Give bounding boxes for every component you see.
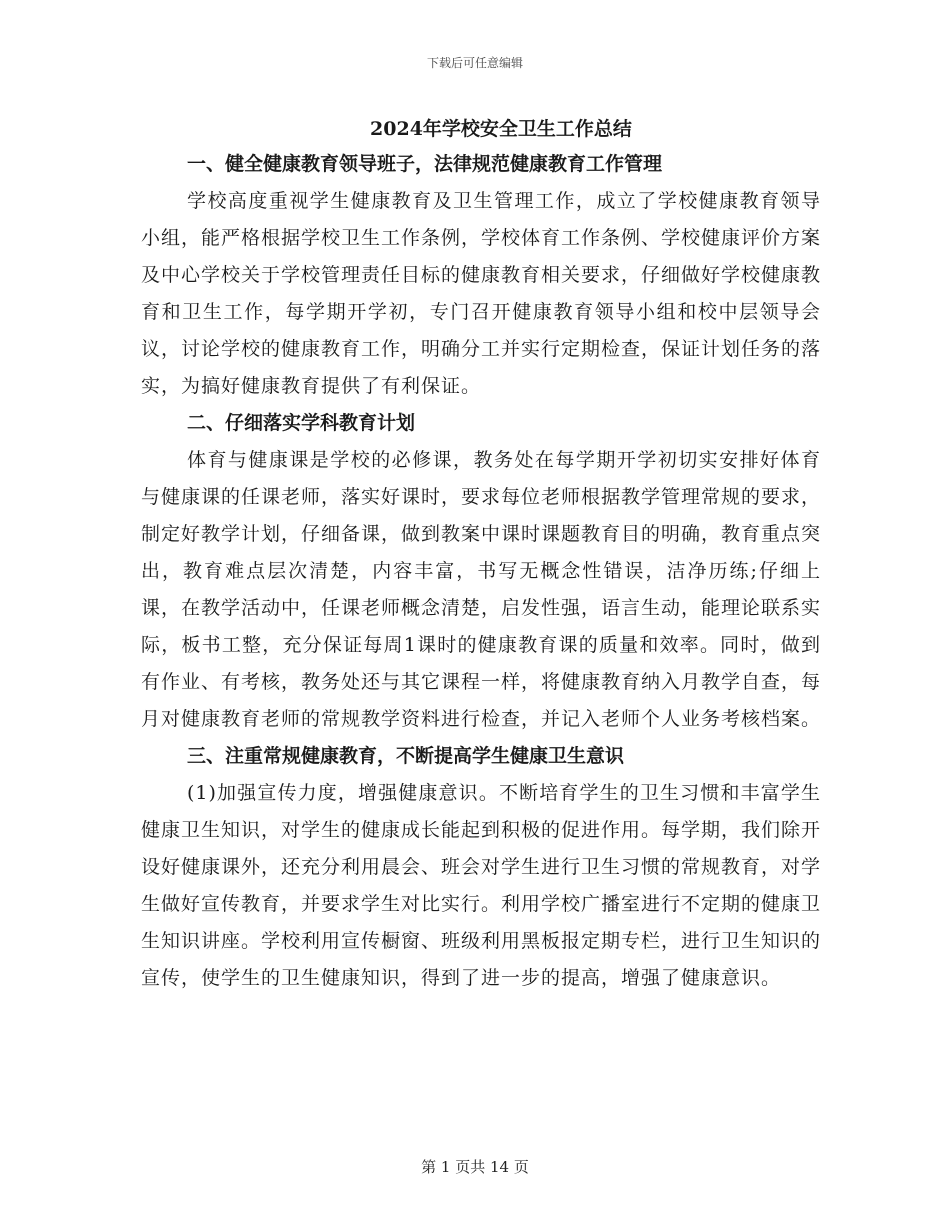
page-header-note: 下载后可任意编辑 — [426, 56, 523, 70]
section-3-paragraph: (1)加强宣传力度，增强健康意识。不断培育学生的卫生习惯和丰富学生健康卫生知识，对学生的健康成长能起到积极的促进作用。每学期，我们除开设好健康课外，还充分利用晨会、班会对学生进行卫生习惯的常规教育，对学生做好宣传教育，并要求学生对比实行。利用学校广播室进行不定期的健康卫生知识讲座。学校利用宣传橱窗、班级利用黑板报定期专栏，进行卫生知识的宣传，使学生的卫生健康知识，得到了进一步的提高，增强了健康意识。 — [141, 782, 822, 989]
section-heading-1: 一、健全健康教育领导班子，法律规范健康教育工作管理 — [187, 153, 663, 175]
document-title: 2024年学校安全卫生工作总结 — [370, 118, 632, 140]
section-heading-3: 三、注重常规健康教育，不断提高学生健康卫生意识 — [187, 745, 625, 767]
section-1-paragraph: 学校高度重视学生健康教育及卫生管理工作，成立了学校健康教育领导小组，能严格根据学校卫生工作条例，学校体育工作条例、学校健康评价方案及中心学校关于学校管理责任目标的健康教育相关要求，仔细做好学校健康教育和卫生工作，每学期开学初，专门召开健康教育领导小组和校中层领导会议，讨论学校的健康教育工作，明确分工并实行定期检查，保证计划任务的落实，为搞好健康教育提供了有利保证。 — [141, 190, 822, 397]
section-2-paragraph: 体育与健康课是学校的必修课，教务处在每学期开学初切实安排好体育与健康课的任课老师，落实好课时，要求每位老师根据教学管理常规的要求，制定好教学计划，仔细备课，做到教案中课时课题教育目的明确，教育重点突出，教育难点层次清楚，内容丰富，书写无概念性错误，洁净历练;仔细上课，在教学活动中，任课老师概念清楚，启发性强，语言生动，能理论联系实际，板书工整，充分保证每周1课时的健康教育课的质量和效率。同时，做到有作业、有考核，教务处还与其它课程一样，将健康教育纳入月教学自查，每月对健康教育老师的常规教学资料进行检查，并记入老师个人业务考核档案。 — [141, 449, 822, 730]
section-heading-2: 二、仔细落实学科教育计划 — [187, 412, 416, 434]
page-number: 第 1 页共 14 页 — [421, 1158, 529, 1176]
document-body — [141, 112, 821, 997]
